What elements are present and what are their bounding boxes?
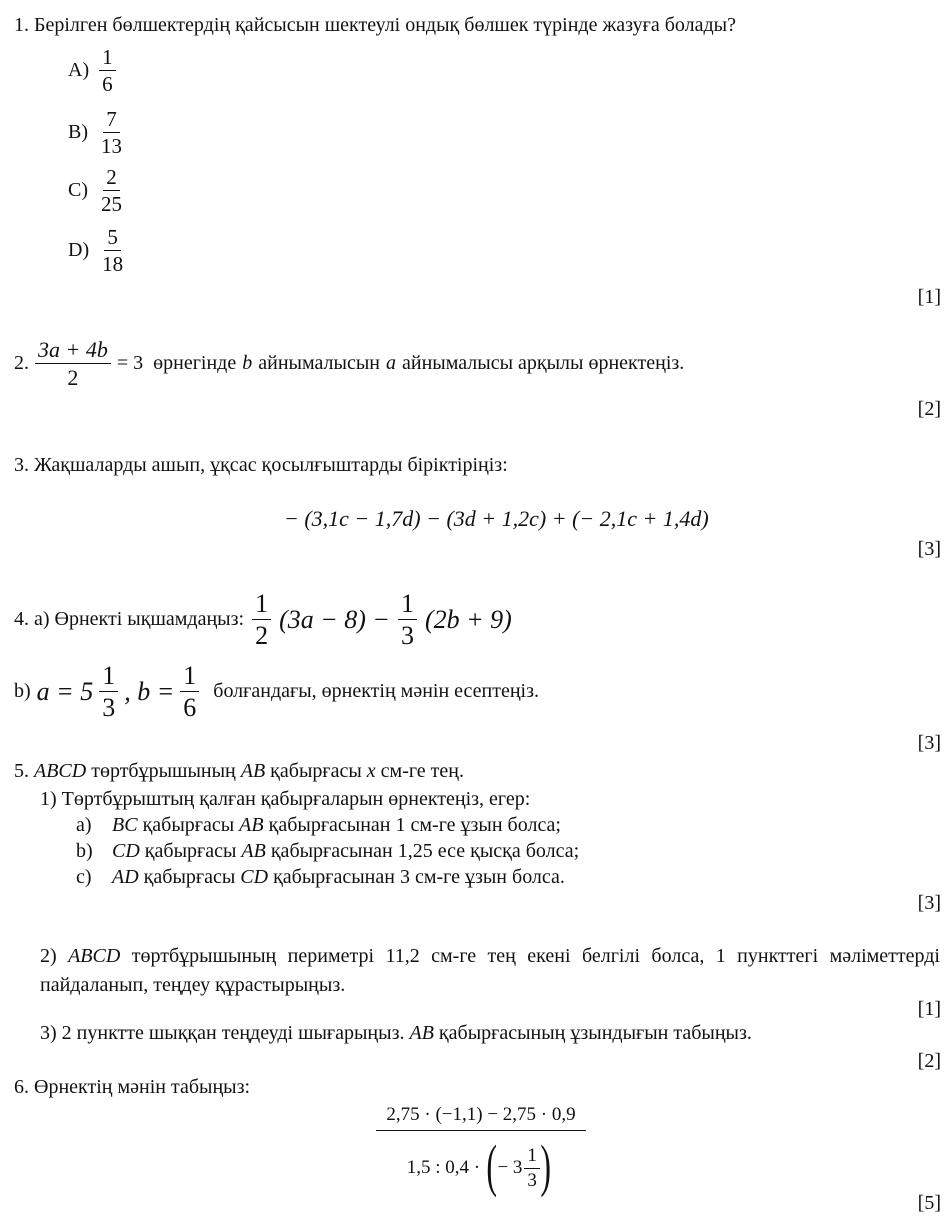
q1-option-den: 13 [101,134,122,159]
q4b-text: болғандағы, өрнектің мәнін есептеңіз. [213,680,540,703]
q2-eq: = 3 [116,352,144,375]
q6-den-minus: − 3 [497,1157,523,1178]
q1-option-fraction [98,108,125,157]
q1-option [68,46,116,95]
q5-part2-text: төртбұрышының периметрі 11,2 см-ге тең екені белгілі болса, 1 пункттегі мәліметтерді пайдаланып, теңдеу құрастырыңыз. [40,945,940,996]
q2-fraction [35,338,111,389]
q3-text: 3. Жақшаларды ашып, ұқсас қосылғыштарды біріктіріңіз: [14,454,508,476]
q5-item-side2: AB [241,840,266,862]
q1-option-den: 6 [102,72,113,97]
q2-number: 2. [14,352,29,375]
q3-mark: [3] [917,538,941,560]
q1-option [68,226,126,275]
q4-mark: [3] [917,732,941,754]
q1-option-num: 7 [103,108,120,133]
q5-title [14,760,464,783]
q6-numerator: 2,75 · (−1,1) − 2,75 · 0,9 [376,1104,586,1131]
q5-item [76,814,561,837]
q1-option-fraction [98,166,125,215]
q4b-line [14,662,539,722]
q4a-frac2-num: 1 [398,590,417,620]
q5-item-side2: CD [240,866,269,888]
q5-item-text2: қабырғасынан 1 см-ге ұзын болса; [268,814,561,836]
q5-abcd: ABCD [34,760,87,782]
q4a-frac2 [398,590,417,650]
q5-x: x [366,760,376,782]
q5-item-label: c) [76,866,92,888]
q5-item-side1: AD [112,866,139,888]
q1-option-den: 18 [102,252,124,277]
q4b-a: a = 5 [36,676,94,706]
q3-expression: − (3,1c − 1,7d) − (3d + 1,2c) + (− 2,1c + 1,4d) [284,506,709,531]
q1-option-num: 5 [104,226,121,251]
q1-option-num: 2 [103,166,120,191]
q4a-line [14,590,512,650]
q5-item-side2: AB [239,814,264,836]
q2-text-b: айнымалысын [258,352,380,375]
q6-den-frac-den: 3 [527,1169,537,1191]
q4b-b-frac [180,662,199,722]
q2-fraction-den: 2 [67,365,79,391]
q1-option-label: D) [68,239,90,262]
q5-mark3: [2] [917,1050,941,1072]
q2-var-b: b [242,352,253,375]
q5-item-side1: BC [112,814,138,836]
q1-mark: [1] [917,286,941,308]
q4a-part1: (3a − 8) − [279,604,390,634]
q4a-frac1 [252,590,271,650]
q5-item [76,840,579,863]
q1-option-label: A) [68,59,90,82]
q6-den-frac [524,1146,540,1191]
q5-title-t2: қабырғасы [270,760,362,782]
q1-option [68,166,125,215]
q1-option-num: 1 [99,46,116,71]
q5-item-text2: қабырғасынан 1,25 есе қысқа болса; [270,840,580,862]
q5-part2-abcd: ABCD [68,945,121,967]
q5-item-text2: қабырғасынан 3 см-ге ұзын болса. [273,866,565,888]
q2-var-a: a [385,352,396,375]
q5-part3-ab: AB [409,1022,434,1044]
q5-part3-pre: 3) 2 пунктте шыққан теңдеуді шығарыңыз. [40,1022,405,1044]
q5-part2-pre: 2) [40,945,57,967]
q2-mark: [2] [917,398,941,420]
q6-den-pre: 1,5 : 0,4 · [406,1157,481,1178]
q5-item [76,866,565,889]
q4b-label: b) [14,680,31,703]
q6-denominator [406,1133,555,1199]
q4a-part2: (2b + 9) [424,604,512,634]
q1-text: 1. Берілген бөлшектердің қайсысын шектеулі ондық бөлшек түрінде жазуға болады? [14,14,736,36]
q6-den-frac-num: 1 [524,1146,540,1169]
q5-item-text1: қабырғасы [143,866,236,888]
q4b-a-frac [99,662,118,722]
q5-part2 [40,942,940,1000]
q2-text-a: өрнегінде [153,352,237,375]
q6-mark: [5] [917,1192,941,1214]
q2-text-c: айнымалысы арқылы өрнектеңіз. [401,352,685,375]
q6-left-paren: ( [486,1133,498,1198]
q5-item-label: b) [76,840,93,862]
q5-mark2: [1] [917,998,941,1020]
q4a-text: 4. а) Өрнекті ықшамдаңыз: [14,608,245,631]
q6-text: 6. Өрнектің мәнін табыңыз: [14,1076,251,1098]
q5-title-t1: төртбұрышының [91,760,236,782]
q4b-a-frac-den: 3 [102,693,116,723]
q5-item-label: a) [76,814,92,836]
q1-option [68,108,125,157]
q4b-b: , b = [124,676,175,706]
q5-item-side1: CD [112,840,140,862]
q1-option-label: C) [68,179,88,202]
q6-right-paren: ) [540,1133,551,1198]
q4a-frac2-den: 3 [400,621,414,651]
q2-fraction-num: 3a + 4b [35,338,111,364]
q4b-b-frac-num: 1 [180,662,199,692]
q5-number: 5. [14,760,29,782]
q1-option-label: B) [68,121,88,144]
q6-fraction [378,1104,584,1199]
q5-ab: AB [240,760,266,782]
q1-option-fraction [99,46,116,95]
q5-item-text1: қабырғасы [142,814,235,836]
q4b-b-frac-den: 6 [183,693,197,723]
q1-option-fraction [99,226,126,275]
q1-option-den: 25 [101,192,122,217]
q5-part3 [40,1022,752,1045]
q4a-frac1-num: 1 [252,590,271,620]
q5-item-text1: қабырғасы [144,840,237,862]
q5-part3-post: қабырғасының ұзындығын табыңыз. [438,1022,752,1044]
q5-title-t3: см-ге тең. [380,760,465,782]
q2-line [14,338,684,389]
q4a-frac1-den: 2 [255,621,269,651]
q4b-a-frac-num: 1 [99,662,118,692]
q5-mark1: [3] [917,892,941,914]
q5-part1: 1) Төртбұрыштың қалған қабырғаларын өрнектеңіз, егер: [40,788,531,810]
